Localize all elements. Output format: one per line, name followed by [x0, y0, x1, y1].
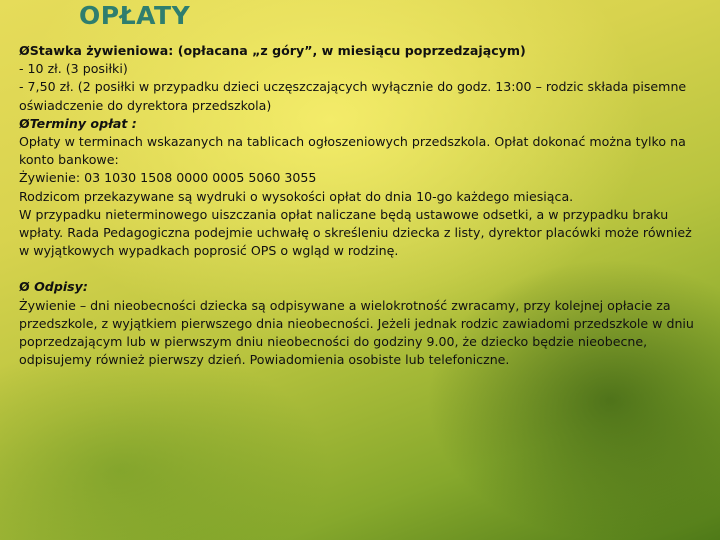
odpisy-line-1: Żywienie – dni nieobecności dziecka są odpisywane a wielokrotność zwracamy, przy kolejnej opłacie za przedszkole, z wyjątkiem pierwszego dnia nieobecności. Jeżeli jednak rodzic zawiadomi przedszkole w dniu poprzedzającym lub w pierwszym dniu nieobecności do godziny 9.00, że dziecko będzie nieobecne, odpisujemy również pierwszy dzień. Powiadomienia osobiste lub telefoniczne.	[19, 297, 694, 368]
stawka-line-1: - 10 zł. (3 posiłki)	[19, 61, 128, 77]
stawka-heading-line	[19, 42, 699, 60]
arrow-bullet-icon: Ø	[19, 115, 30, 131]
content-body	[19, 42, 699, 369]
odpisy-heading: Odpisy:	[29, 279, 88, 295]
stawka-line-2: - 7,50 zł. (2 posiłki w przypadku dzieci uczęszczających wyłącznie do godz. 13:00 – rodzic składa pisemne oświadczenie do dyrektora przedszkola)	[19, 79, 687, 113]
terminy-line-3: Rodzicom przekazywane są wydruki o wysokości opłat do dnia 10-go każdego miesiąca.	[19, 188, 574, 204]
terminy-heading: Terminy opłat :	[29, 115, 137, 131]
page-title: OPŁATY	[79, 1, 191, 30]
arrow-bullet-icon: Ø	[19, 279, 30, 295]
spacer	[19, 260, 699, 278]
arrow-bullet-icon: Ø	[19, 43, 30, 58]
stawka-heading: Stawka żywieniowa: (opłacana „z góry”, w miesiącu poprzedzającym)	[29, 43, 526, 58]
terminy-heading-line	[19, 115, 699, 133]
terminy-line-1: Opłaty w terminach wskazanych na tablicach ogłoszeniowych przedszkola. Opłat dokonać można tylko na konto bankowe:	[19, 134, 686, 168]
terminy-line-4: W przypadku nieterminowego uiszczania opłat naliczane będą ustawowe odsetki, a w przypadku braku wpłaty. Rada Pedagogiczna podejmie uchwałę o skreśleniu dziecka z listy, dyrektor placówki może również w wyjątkowych wypadkach poprosić OPS o wgląd w rodzinę.	[19, 206, 692, 259]
terminy-line-2: Żywienie: 03 1030 1508 0000 0005 5060 3055	[19, 170, 317, 186]
odpisy-heading-line	[19, 278, 699, 296]
